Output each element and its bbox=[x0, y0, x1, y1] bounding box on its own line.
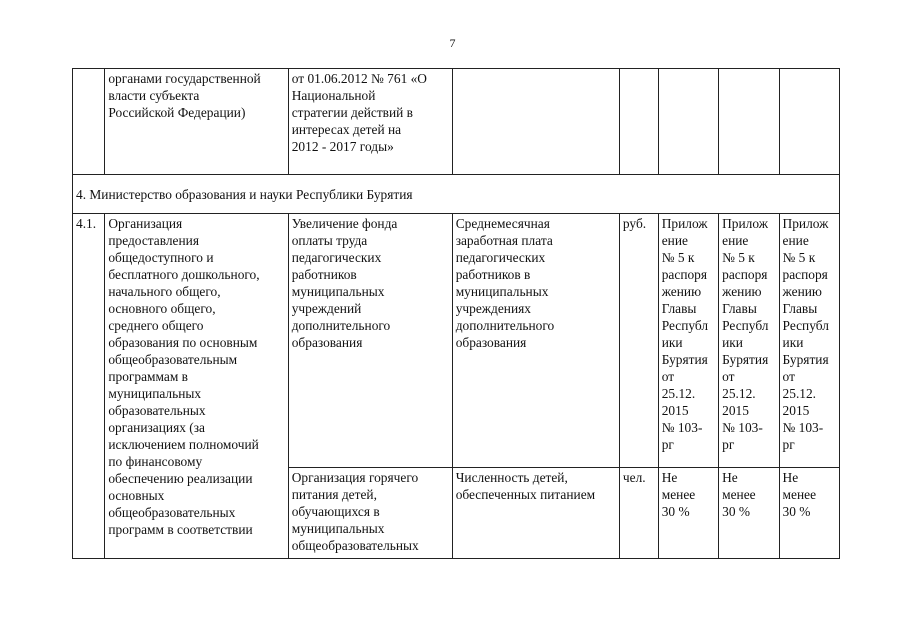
row-number-cell: 4.1. bbox=[73, 214, 105, 559]
unit-cell: чел. bbox=[619, 468, 658, 559]
unit-cell bbox=[619, 69, 658, 175]
activity-name-cell: Организация предоставления общедоступного и бесплатного дошкольного, начального общего, основного общего, среднего общего образования по основным общеобразовательным программам в муниципальных образовательных организациях (за исключением полномочий по финансовому обеспечению реализации основных общеобразовательных программ в соответствии bbox=[105, 214, 288, 559]
activity-name-cell: органами государственной власти субъекта Российской Федерации) bbox=[105, 69, 288, 175]
goal-cell: Организация горячего питания детей, обучающихся в муниципальных общеобразовательных bbox=[288, 468, 452, 559]
section-row bbox=[73, 175, 840, 214]
table-row bbox=[73, 69, 840, 175]
year2-cell: Не менее 30 % bbox=[719, 468, 779, 559]
program-table bbox=[72, 68, 840, 559]
goal-cell: от 01.06.2012 № 761 «О Национальной стратегии действий в интересах детей на 2012 - 2017 годы» bbox=[288, 69, 452, 175]
year1-cell: Прилож ение № 5 к распоря жению Главы Республ ики Бурятия от 25.12. 2015 № 103- рг bbox=[658, 214, 718, 468]
unit-cell: руб. bbox=[619, 214, 658, 468]
row-number-cell bbox=[73, 69, 105, 175]
section-title: 4. Министерство образования и науки Республики Бурятия bbox=[73, 175, 840, 214]
year1-cell: Не менее 30 % bbox=[658, 468, 718, 559]
table-row bbox=[73, 214, 840, 468]
year1-cell bbox=[658, 69, 718, 175]
year3-cell: Прилож ение № 5 к распоря жению Главы Республ ики Бурятия от 25.12. 2015 № 103- рг bbox=[779, 214, 839, 468]
indicator-cell: Среднемесячная заработная плата педагогических работников в муниципальных учреждениях дополнительного образования bbox=[452, 214, 619, 468]
page-number: 7 bbox=[449, 36, 456, 50]
year3-cell: Не менее 30 % bbox=[779, 468, 839, 559]
indicator-cell: Численность детей, обеспеченных питанием bbox=[452, 468, 619, 559]
year2-cell bbox=[719, 69, 779, 175]
goal-cell: Увеличение фонда оплаты труда педагогических работников муниципальных учреждений дополнительного образования bbox=[288, 214, 452, 468]
indicator-cell bbox=[452, 69, 619, 175]
year2-cell: Прилож ение № 5 к распоря жению Главы Республ ики Бурятия от 25.12. 2015 № 103- рг bbox=[719, 214, 779, 468]
year3-cell bbox=[779, 69, 839, 175]
